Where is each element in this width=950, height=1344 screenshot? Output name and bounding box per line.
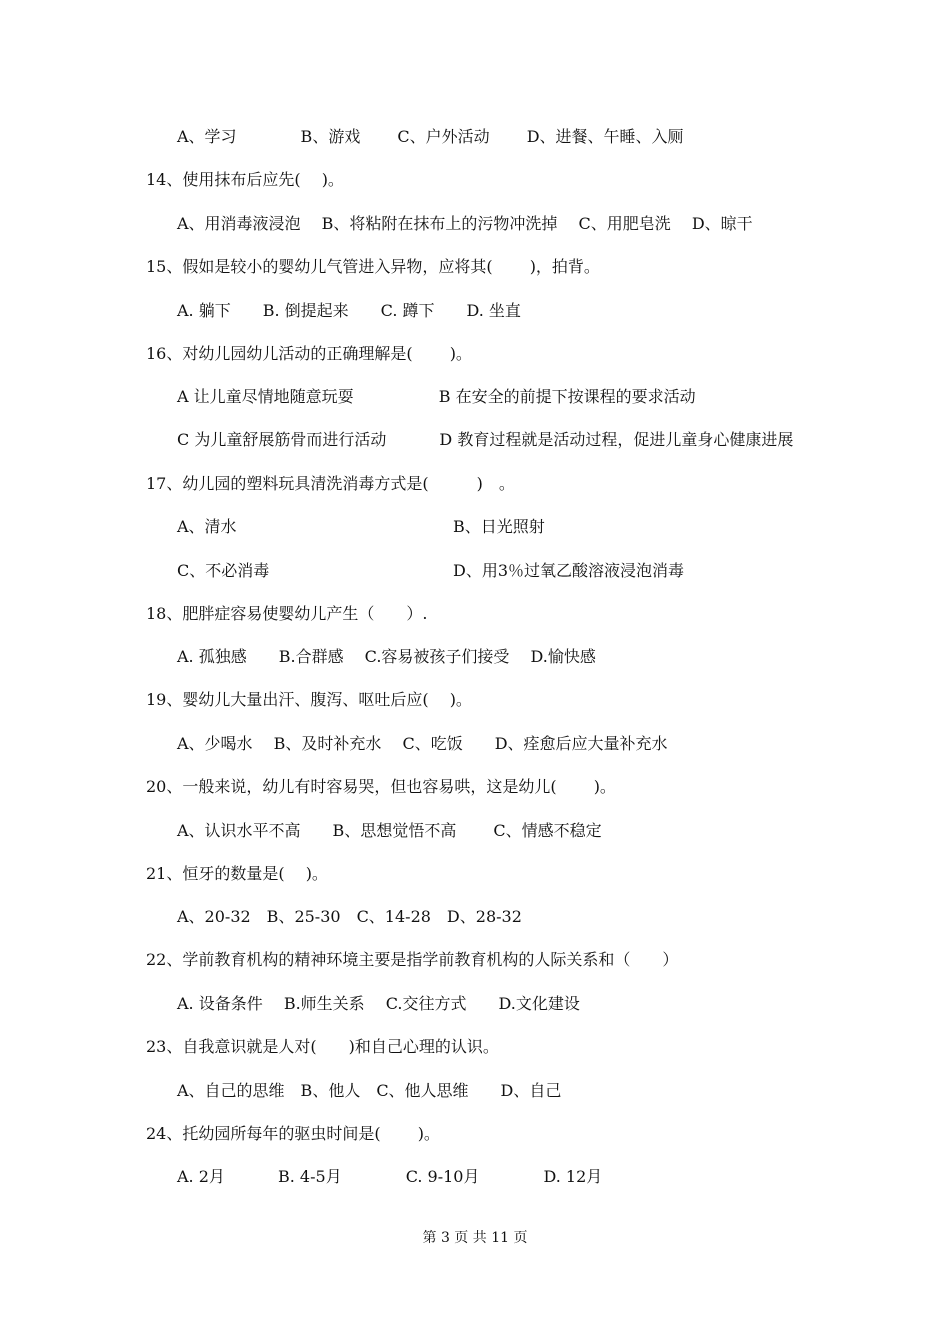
question-24-options: A. 2月 B. 4-5月 C. 9-10月 D. 12月 [177, 1167, 603, 1186]
question-21-options: A、20-32 B、25-30 C、14-28 D、28-32 [177, 907, 522, 926]
question-24-stem: 24、托幼园所每年的驱虫时间是( )。 [146, 1124, 440, 1143]
question-21-stem: 21、恒牙的数量是( )。 [146, 864, 328, 883]
question-17-option-d: D、用3％过氧乙酸溶液浸泡消毒 [453, 561, 685, 580]
question-22-options: A. 设备条件 B.师生关系 C.交往方式 D.文化建设 [177, 994, 580, 1013]
question-15-stem: 15、假如是较小的婴幼儿气管进入异物，应将其( )，拍背。 [146, 257, 600, 276]
question-14-options: A、用消毒液浸泡 B、将粘附在抹布上的污物冲洗掉 C、用肥皂洗 D、晾干 [177, 214, 753, 233]
question-17-option-a: A、清水 [177, 517, 237, 536]
question-18-stem: 18、肥胖症容易使婴幼儿产生（ ）. [146, 604, 428, 623]
question-19-options: A、少喝水 B、及时补充水 C、吃饭 D、痊愈后应大量补充水 [177, 734, 668, 753]
question-13-options: A、学习 B、游戏 C、户外活动 D、进餐、午睡、入厕 [177, 127, 684, 146]
question-16-options-row-2: C 为儿童舒展筋骨而进行活动 D 教育过程就是活动过程，促进儿童身心健康进展 [177, 430, 794, 449]
question-20-stem: 20、一般来说，幼儿有时容易哭，但也容易哄，这是幼儿( )。 [146, 777, 616, 796]
question-19-stem: 19、婴幼儿大量出汗、腹泻、呕吐后应( )。 [146, 690, 472, 709]
question-16-stem: 16、对幼儿园幼儿活动的正确理解是( )。 [146, 344, 472, 363]
question-23-options: A、自己的思维 B、他人 C、他人思维 D、自己 [177, 1081, 562, 1100]
question-16-options-row-1: A 让儿童尽情地随意玩耍 B 在安全的前提下按课程的要求活动 [177, 387, 696, 406]
question-17-option-c: C、不必消毒 [177, 561, 270, 580]
question-22-stem: 22、学前教育机构的精神环境主要是指学前教育机构的人际关系和（ ） [146, 950, 679, 969]
question-17-stem: 17、幼儿园的塑料玩具清洗消毒方式是( ) 。 [146, 474, 515, 493]
page-footer: 第 3 页 共 11 页 [422, 1230, 528, 1246]
question-23-stem: 23、自我意识就是人对( )和自己心理的认识。 [146, 1037, 499, 1056]
question-17-option-b: B、日光照射 [453, 517, 545, 536]
question-20-options: A、认识水平不高 B、思想觉悟不高 C、情感不稳定 [177, 821, 602, 840]
question-18-options: A. 孤独感 B.合群感 C.容易被孩子们接受 D.愉快感 [177, 647, 596, 666]
question-15-options: A. 躺下 B. 倒提起来 C. 蹲下 D. 坐直 [177, 301, 521, 320]
question-14-stem: 14、使用抹布后应先( )。 [146, 170, 344, 189]
